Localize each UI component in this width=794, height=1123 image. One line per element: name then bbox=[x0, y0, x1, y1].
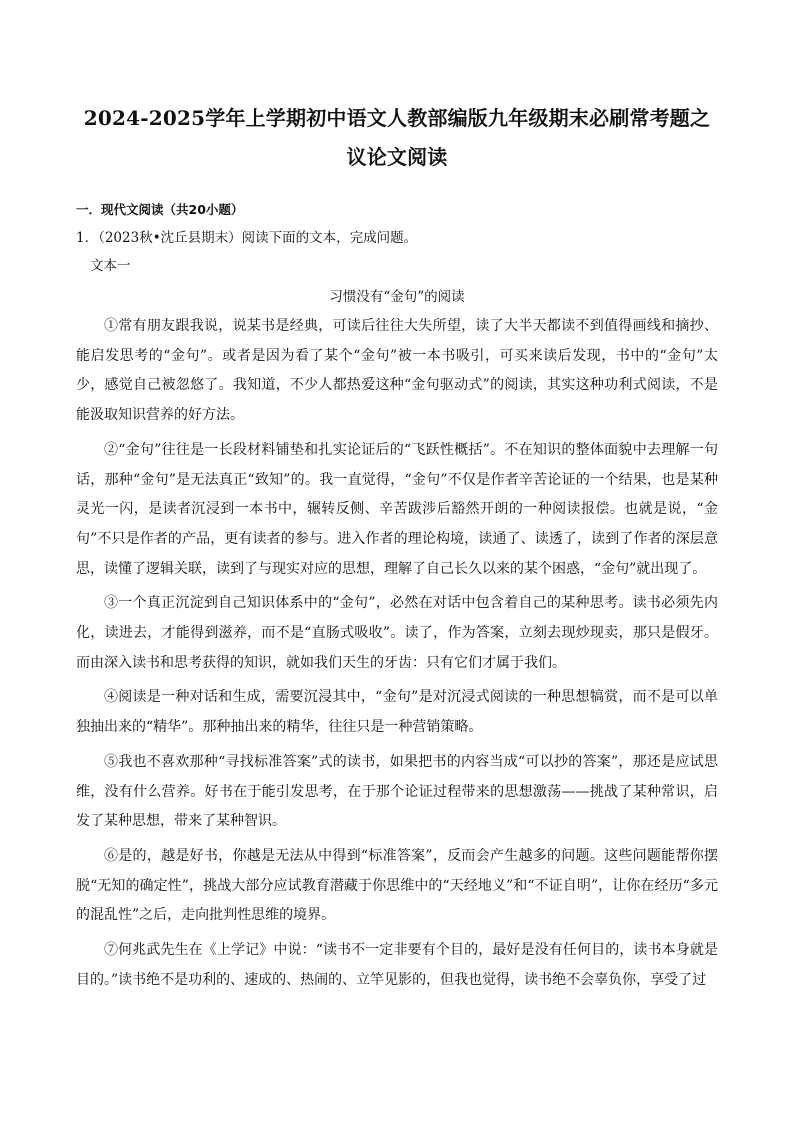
paragraph-6: ⑥是的，越是好书，你越是无法从中得到“标准答案”，反而会产生越多的问题。这些问题能帮你摆脱“无知的确定性”，挑战大部分应试教育潜藏于你思维中的“天经地义”和“不证自明”，让你在经历“多元的混乱性”之后，走向批判性思维的境界。 bbox=[76, 847, 718, 924]
section-heading: 一．现代文阅读（共20小题） bbox=[76, 202, 244, 217]
paragraph-3: ③一个真正沉淀到自己知识体系中的“金句”，必然在对话中包含着自己的某种思考。读书必须先内化，读进去，才能得到滋养，而不是“直肠式吸收”。读了，作为答案，立刻去现炒现卖，那只是假牙。而由深入读书和思考获得的知识，就如我们天生的牙齿：只有它们才属于我们。 bbox=[76, 595, 718, 671]
paragraph-5: ⑤我也不喜欢那种“寻找标准答案”式的读书，如果把书的内容当成“可以抄的答案”，那还是应试思维，没有什么营养。好书在于能引发思考，在于那个论证过程带来的思想激荡——挑战了某种常识，启发了某种思想，带来了某种智识。 bbox=[76, 753, 718, 830]
paragraph-4: ④阅读是一种对话和生成，需要沉浸其中，“金句”是对沉浸式阅读的一种思想犒赏，而不是可以单独抽出来的“精华”。那种抽出来的精华，往往只是一种营销策略。 bbox=[76, 689, 718, 736]
article-body bbox=[76, 312, 718, 995]
paragraph-7: ⑦何兆武先生在《上学记》中说：“读书不一定非要有个目的，最好是没有任何目的，读书本身就是目的。”读书绝不是功利的、速成的、热闹的、立竿见影的，但我也觉得，读书绝不会辜负你，享受了过 bbox=[76, 942, 718, 988]
paragraph-2: ②“金句”往往是一长段材料铺垫和扎实论证后的“飞跃性概括”。不在知识的整体面貌中去理解一句话，那种“金句”是无法真正“致知”的。我一直觉得，“金句”不仅是作者辛苦论证的一个结果，也是某种灵光一闪，是读者沉浸到一本书中，辗转反侧、辛苦跋涉后豁然开朗的一种阅读报偿。也就是说，“金句”不只是作者的产品，更有读者的参与。进入作者的理论构境，读通了、读透了，读到了作者的深层意思，读懂了逻辑关联，读到了与现实对应的思想，理解了自己长久以来的某个困惑，“金句”就出现了。 bbox=[76, 441, 718, 577]
question-intro: 1．（2023秋•沈丘县期末）阅读下面的文本，完成问题。 bbox=[76, 230, 418, 246]
document-page bbox=[76, 0, 718, 1000]
article-title: 习惯没有“金句”的阅读 bbox=[329, 289, 465, 305]
text-label: 文本一 bbox=[90, 258, 131, 274]
document-title: 2024-2025学年上学期初中语文人教部编版九年级期末必刷常考题之议论文阅读 bbox=[83, 106, 711, 169]
paragraph-1: ①常有朋友跟我说，说某书是经典，可读后往往大失所望，读了大半天都读不到值得画线和摘抄、能启发思考的“金句”。或者是因为看了某个“金句”被一本书吸引，可买来读后发现，书中的“金句”太少，感觉自己被忽悠了。我知道，不少人都热爱这种“金句驱动式”的阅读，其实这种功利式阅读，不是能汲取知识营养的好方法。 bbox=[76, 318, 718, 424]
